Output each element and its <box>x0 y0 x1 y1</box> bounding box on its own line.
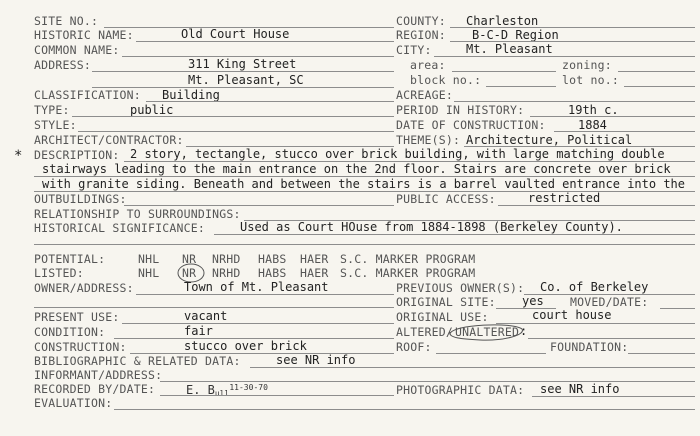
listed-nhl: NHL <box>138 266 160 280</box>
potential-nr: NR <box>182 252 197 266</box>
historic-name-value: Old Court House <box>181 27 290 41</box>
historic-name-label: HISTORIC NAME: <box>34 28 134 42</box>
original-site-label: ORIGINAL SITE: <box>396 295 496 309</box>
potential-habs: HABS <box>258 252 287 266</box>
architect-label: ARCHITECT/CONTRACTOR: <box>34 133 184 147</box>
historical-significance-value: Used as Court HOuse from 1884-1898 (Berkeley County). <box>240 220 623 234</box>
zoning-line <box>618 71 695 72</box>
recorded-name-a: E. B <box>186 383 215 397</box>
altered-line <box>528 338 695 339</box>
classification-label: CLASSIFICATION: <box>34 88 141 102</box>
original-use-value: court house <box>532 308 612 322</box>
listed-nr: NR <box>182 266 197 280</box>
date-construction-value: 1884 <box>578 118 607 132</box>
historic-name-line <box>136 41 394 42</box>
section-divider <box>34 244 695 245</box>
description-line3: with granite siding. Beneath and between the stairs is a barrel vaulted entrance into the <box>42 177 685 191</box>
construction-value: stucco over brick <box>184 339 307 353</box>
date-construction-label: DATE OF CONSTRUCTION: <box>396 118 546 132</box>
bibliographic-value: see NR info <box>276 353 356 367</box>
themes-label: THEME(S): <box>396 133 461 147</box>
roof-label: ROOF: <box>396 340 432 354</box>
altered-mark: : <box>520 324 528 338</box>
unaltered-label: UNALTERED <box>455 325 520 339</box>
informant-label: INFORMANT/ADDRESS: <box>34 368 163 382</box>
moved-date-label: MOVED/DATE: <box>570 295 649 309</box>
evaluation-label: EVALUATION: <box>34 396 113 410</box>
owner-line <box>136 294 394 295</box>
condition-label: CONDITION: <box>34 325 106 339</box>
recorded-name-sub: ull <box>214 389 230 398</box>
zoning-label: zoning: <box>562 58 612 72</box>
present-use-label: PRESENT USE: <box>34 310 120 324</box>
photographic-line <box>532 396 695 397</box>
bibliographic-line <box>250 367 695 368</box>
style-line <box>78 131 394 132</box>
historical-significance-label: HISTORICAL SIGNIFICANCE: <box>34 221 205 235</box>
block-no-line <box>486 86 556 87</box>
area-line <box>452 71 556 72</box>
potential-sc-marker: S.C. MARKER PROGRAM <box>340 252 476 266</box>
city-value: Mt. Pleasant <box>466 42 553 56</box>
region-value: B-C-D Region <box>472 28 559 42</box>
address-line2: Mt. Pleasant, SC <box>188 73 304 87</box>
city-label: CITY: <box>396 43 432 57</box>
owner-line-2 <box>34 307 394 308</box>
listed-sc-marker: S.C. MARKER PROGRAM <box>340 266 476 280</box>
site-no-label: SITE NO.: <box>34 14 99 28</box>
description-line2: stairways leading to the main entrance on the 2nd floor. Stairs are concrete over brick <box>42 162 671 176</box>
original-use-label: ORIGINAL USE: <box>396 310 489 324</box>
present-use-value: vacant <box>184 309 228 323</box>
relationship-label: RELATIONSHIP TO SURROUNDINGS: <box>34 207 241 221</box>
period-line <box>530 116 695 117</box>
evaluation-line <box>114 409 695 410</box>
outbuildings-label: OUTBUILDINGS: <box>34 192 127 206</box>
address-line1: 311 King Street <box>188 57 297 71</box>
foundation-label: FOUNDATION: <box>550 340 629 354</box>
public-access-label: PUBLIC ACCESS: <box>396 192 496 206</box>
style-label: STYLE: <box>34 118 77 132</box>
public-access-line <box>498 205 695 206</box>
type-label: TYPE: <box>34 103 70 117</box>
date-construction-line <box>554 131 695 132</box>
listed-haer: HAER <box>300 266 329 280</box>
roof-line <box>436 353 546 354</box>
potential-haer: HAER <box>300 252 329 266</box>
foundation-line <box>628 353 695 354</box>
acreage-line <box>454 101 695 102</box>
asterisk-mark: * <box>14 148 23 164</box>
bibliographic-label: BIBLIOGRAPHIC & RELATED DATA: <box>34 354 241 368</box>
recorded-line <box>160 395 394 396</box>
common-name-label: COMMON NAME: <box>34 43 120 57</box>
area-label: area: <box>410 58 446 72</box>
listed-label: LISTED: <box>34 266 84 280</box>
owner-value: Town of Mt. Pleasant <box>184 280 329 294</box>
type-value: public <box>130 103 174 117</box>
original-site-value: yes <box>522 294 544 308</box>
county-label: COUNTY: <box>396 14 446 28</box>
previous-owners-label: PREVIOUS OWNER(S): <box>396 281 525 295</box>
potential-nrhd: NRHD <box>212 252 241 266</box>
lot-no-label: lot no.: <box>562 73 619 87</box>
classification-value: Building <box>162 88 220 102</box>
acreage-label: ACREAGE: <box>396 88 453 102</box>
block-no-label: block no.: <box>410 73 482 87</box>
themes-value: Architecture, Political <box>466 133 633 147</box>
address-line <box>92 71 394 72</box>
recorded-by-value <box>186 381 268 400</box>
classification-line <box>146 101 394 102</box>
outbuildings-line <box>124 205 394 206</box>
period-value: 19th c. <box>568 103 619 117</box>
period-label: PERIOD IN HISTORY: <box>396 103 525 117</box>
lot-no-line <box>624 86 695 87</box>
listed-nrhd: NRHD <box>212 266 241 280</box>
historical-significance-line <box>214 234 695 235</box>
previous-owners-value: Co. of Berkeley <box>540 280 649 294</box>
altered-label: ALTERED/ <box>396 325 453 339</box>
owner-label: OWNER/ADDRESS: <box>34 281 134 295</box>
photographic-value: see NR info <box>540 382 620 396</box>
moved-date-line <box>660 308 695 309</box>
description-line1: 2 story, tectangle, stucco over brick building, with large matching double <box>130 147 665 161</box>
address-label: ADDRESS: <box>34 58 91 72</box>
present-use-line <box>122 323 394 324</box>
unaltered-circle-mark <box>444 320 526 344</box>
construction-label: CONSTRUCTION: <box>34 340 127 354</box>
description-label: DESCRIPTION: <box>34 148 120 162</box>
county-value: Charleston <box>466 14 539 28</box>
condition-value: fair <box>184 324 213 338</box>
potential-label: POTENTIAL: <box>34 252 106 266</box>
listed-habs: HABS <box>258 266 287 280</box>
type-line <box>72 116 394 117</box>
recorded-date: 11-30-70 <box>229 383 268 392</box>
public-access-value: restricted <box>528 191 601 205</box>
region-label: REGION: <box>396 28 446 42</box>
city-line <box>434 56 695 57</box>
photographic-label: PHOTOGRAPHIC DATA: <box>396 383 525 397</box>
recorded-label: RECORDED BY/DATE: <box>34 382 156 396</box>
potential-nhl: NHL <box>138 252 160 266</box>
